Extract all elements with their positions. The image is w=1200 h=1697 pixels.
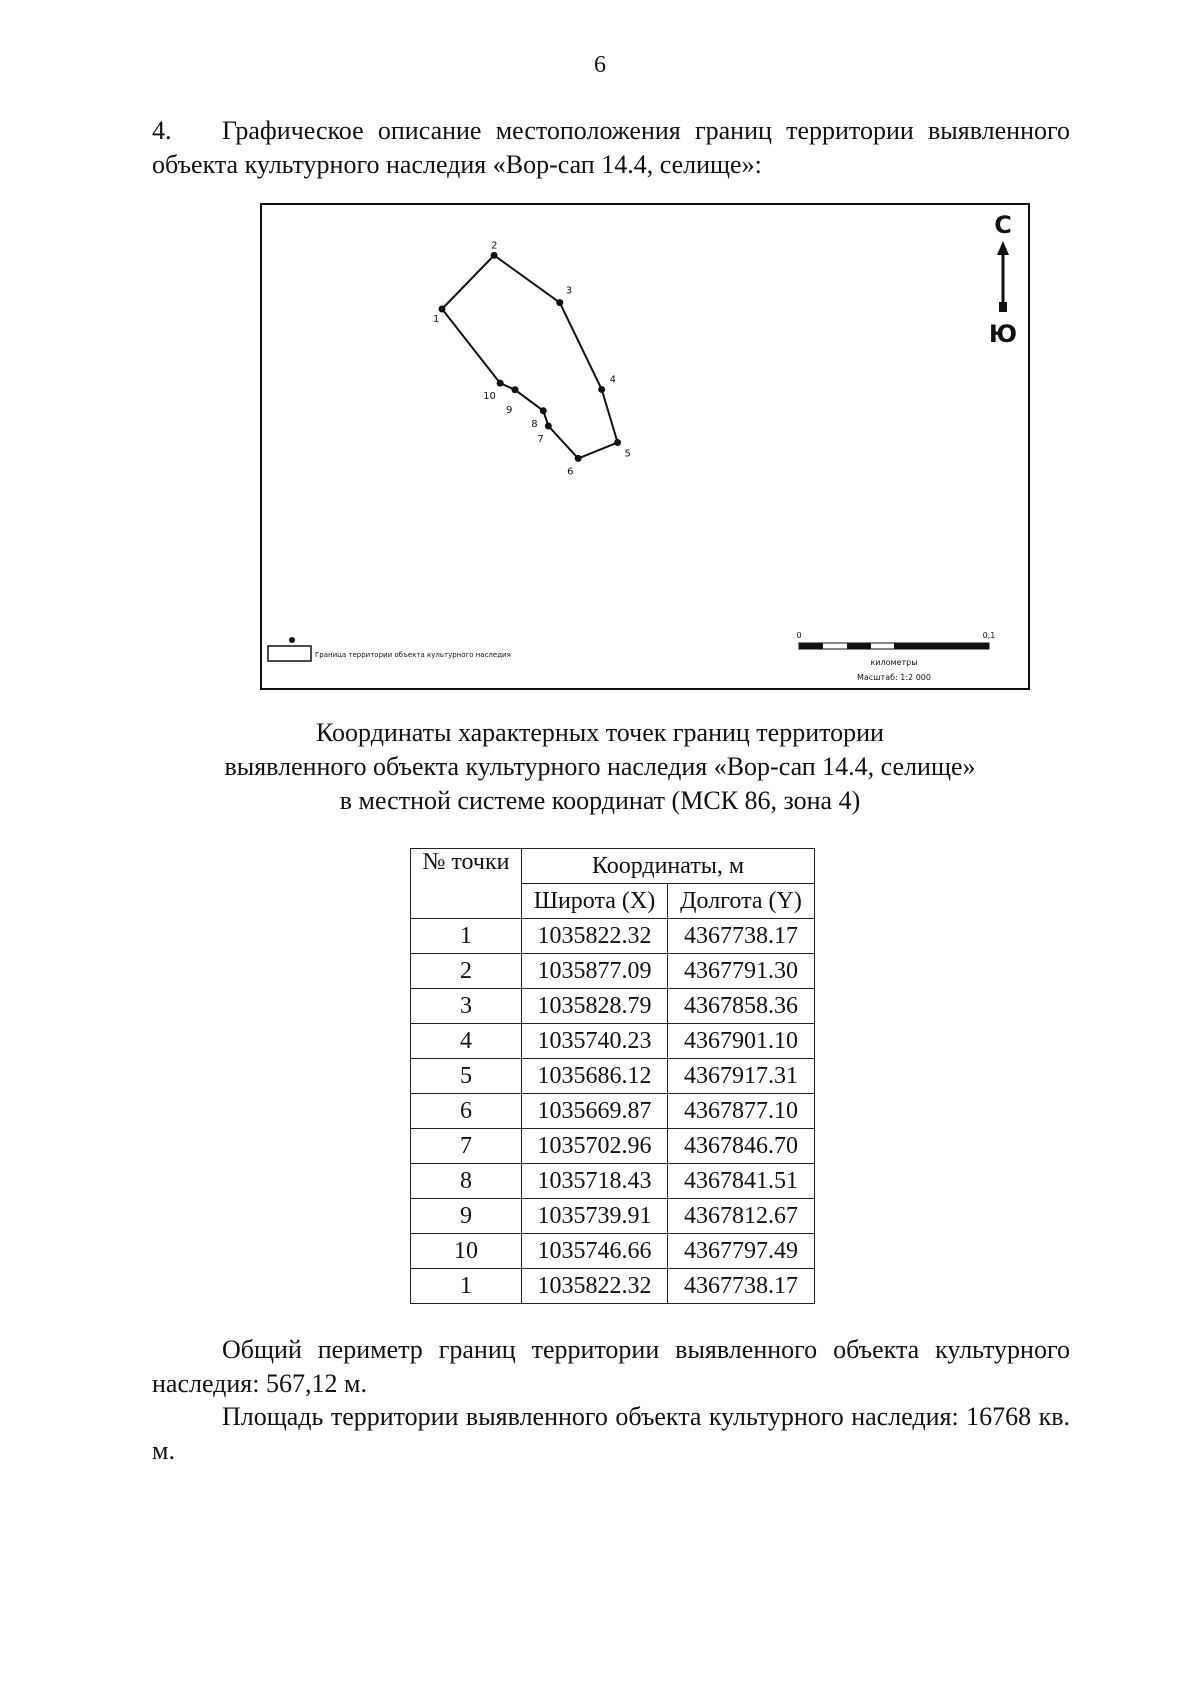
- boundary-point-10: [497, 380, 504, 387]
- header-latitude-x: Широта (X): [522, 884, 668, 919]
- cell-point-number: 2: [411, 954, 522, 989]
- perimeter-text: Общий периметр границ территории выявленного объекта культурного наследия: 567,12 м.: [152, 1335, 1070, 1398]
- boundary-point-7: [545, 422, 552, 429]
- area-text: Площадь территории выявленного объекта культурного наследия: 16768 кв. м.: [152, 1402, 1070, 1465]
- cell-point-number: 5: [411, 1059, 522, 1094]
- header-longitude-y: Долгота (Y): [668, 884, 815, 919]
- scale-end: 0,1: [982, 631, 996, 640]
- point-label-7: 7: [537, 433, 544, 445]
- territory-boundary-polygon: [442, 255, 618, 458]
- cell-latitude-x: 1035740.23: [522, 1024, 668, 1059]
- table-row: [411, 1024, 815, 1059]
- cell-longitude-y: 4367846.70: [668, 1129, 815, 1164]
- scale-bar: [796, 631, 995, 682]
- legend-boundary-icon: [268, 646, 311, 661]
- table-row: [411, 919, 815, 954]
- legend-point-icon: [289, 637, 295, 643]
- table-row: [411, 1094, 815, 1129]
- caption-line-3: в местной системе координат (МСК 86, зона 4): [339, 786, 861, 815]
- cell-point-number: 1: [411, 1269, 522, 1304]
- boundary-map: [260, 203, 1030, 690]
- point-label-1: 1: [433, 314, 440, 325]
- boundary-map-canvas: [262, 205, 1028, 688]
- cell-point-number: 3: [411, 989, 522, 1024]
- point-label-2: 2: [491, 240, 498, 252]
- boundary-point-2: [491, 252, 498, 259]
- legend: [268, 637, 511, 661]
- cell-longitude-y: 4367858.36: [668, 989, 815, 1024]
- boundary-point-4: [598, 386, 605, 393]
- point-label-10: 10: [483, 391, 496, 403]
- cell-latitude-x: 1035686.12: [522, 1059, 668, 1094]
- cell-latitude-x: 1035669.87: [522, 1094, 668, 1129]
- cell-longitude-y: 4367797.49: [668, 1234, 815, 1269]
- cell-point-number: 7: [411, 1129, 522, 1164]
- cell-point-number: 9: [411, 1199, 522, 1234]
- table-row: [411, 1269, 815, 1304]
- boundary-points: [433, 240, 631, 477]
- cell-point-number: 4: [411, 1024, 522, 1059]
- boundary-point-5: [614, 439, 621, 446]
- table-row: [411, 1234, 815, 1269]
- cell-point-number: 10: [411, 1234, 522, 1269]
- cell-latitude-x: 1035702.96: [522, 1129, 668, 1164]
- cell-point-number: 6: [411, 1094, 522, 1129]
- cell-latitude-x: 1035822.32: [522, 919, 668, 954]
- scale-start: 0: [796, 631, 802, 640]
- cell-longitude-y: 4367738.17: [668, 1269, 815, 1304]
- caption-line-1: Координаты характерных точек границ территории: [316, 718, 884, 747]
- section-heading-text: Графическое описание местоположения границ территории выявленного объекта культурного наследия «Вор-сап 14.4, селище»:: [152, 116, 1070, 179]
- scale-ratio: Масштаб: 1:2 000: [857, 673, 931, 682]
- cell-longitude-y: 4367812.67: [668, 1199, 815, 1234]
- table-row: [411, 989, 815, 1024]
- cell-latitude-x: 1035746.66: [522, 1234, 668, 1269]
- point-label-5: 5: [624, 448, 631, 460]
- cell-latitude-x: 1035718.43: [522, 1164, 668, 1199]
- coordinates-table-body: [411, 919, 815, 1304]
- section-heading: [152, 114, 1070, 182]
- cell-longitude-y: 4367738.17: [668, 919, 815, 954]
- scale-unit: километры: [870, 658, 918, 667]
- cell-latitude-x: 1035822.32: [522, 1269, 668, 1304]
- table-row: [411, 1199, 815, 1234]
- coordinates-table: [410, 848, 815, 1304]
- caption-line-2: выявленного объекта культурного наследия «Вор-сап 14.4, селище»: [224, 752, 976, 781]
- boundary-point-3: [556, 299, 563, 306]
- table-row: [411, 954, 815, 989]
- point-label-8: 8: [531, 418, 538, 430]
- cell-longitude-y: 4367877.10: [668, 1094, 815, 1129]
- section-number: 4.: [152, 116, 172, 145]
- table-caption: [0, 716, 1200, 818]
- north-arrow-icon: [997, 241, 1009, 312]
- south-label: Ю: [988, 320, 1018, 348]
- cell-longitude-y: 4367791.30: [668, 954, 815, 989]
- cell-point-number: 8: [411, 1164, 522, 1199]
- table-row: [411, 1129, 815, 1164]
- boundary-point-9: [512, 386, 519, 393]
- boundary-point-6: [575, 455, 582, 462]
- cell-longitude-y: 4367841.51: [668, 1164, 815, 1199]
- boundary-point-1: [439, 306, 446, 313]
- table-row: [411, 1164, 815, 1199]
- cell-latitude-x: 1035877.09: [522, 954, 668, 989]
- header-coordinates: Координаты, м: [522, 849, 815, 884]
- point-label-6: 6: [567, 466, 574, 478]
- legend-text: Граница территории объекта культурного наследия: [315, 651, 511, 659]
- point-label-9: 9: [506, 404, 513, 416]
- cell-point-number: 1: [411, 919, 522, 954]
- page-number: 6: [594, 52, 606, 78]
- cell-latitude-x: 1035739.91: [522, 1199, 668, 1234]
- table-row: [411, 1059, 815, 1094]
- point-label-4: 4: [609, 374, 617, 386]
- north-label: С: [994, 211, 1012, 239]
- point-label-3: 3: [565, 285, 573, 297]
- cell-longitude-y: 4367901.10: [668, 1024, 815, 1059]
- boundary-point-8: [540, 407, 547, 414]
- cell-longitude-y: 4367917.31: [668, 1059, 815, 1094]
- cell-latitude-x: 1035828.79: [522, 989, 668, 1024]
- header-point-number: № точки: [411, 849, 522, 919]
